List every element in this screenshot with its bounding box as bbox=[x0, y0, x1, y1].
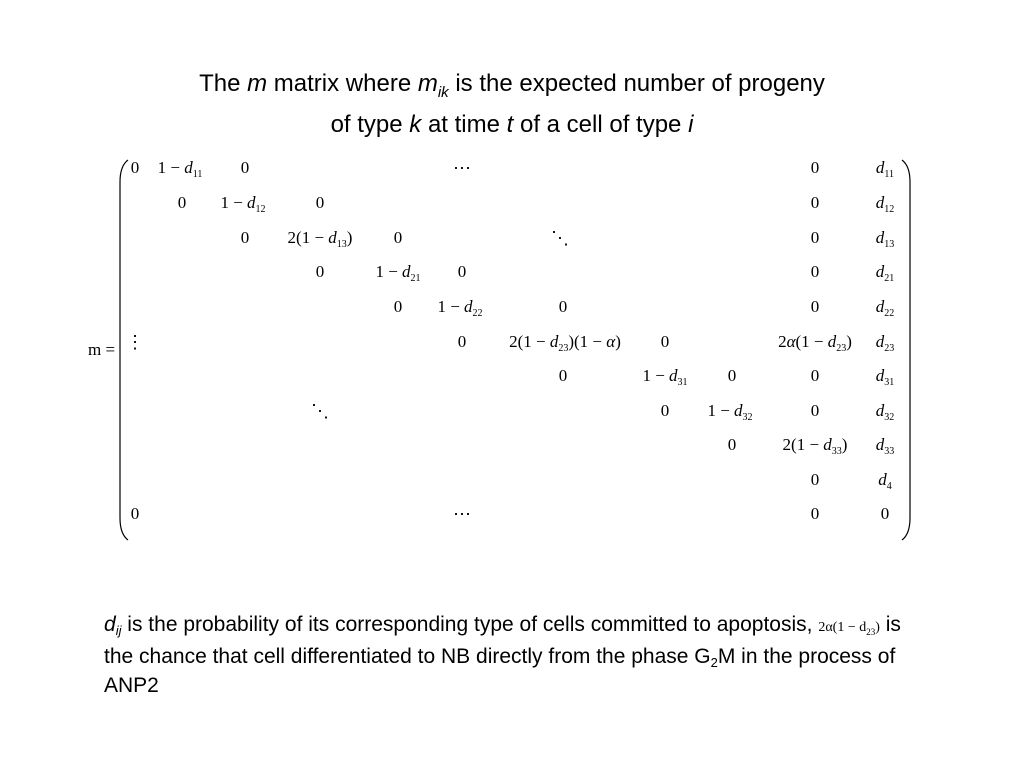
matrix-entry: 0 bbox=[727, 435, 737, 454]
matrix-entry: $1 - d_{31}$ bbox=[642, 366, 688, 388]
matrix-entry: 0 bbox=[315, 193, 325, 212]
right-bracket bbox=[898, 158, 918, 542]
matrix-entry: 0 bbox=[810, 228, 820, 247]
matrix-entry: $d_{32}$ bbox=[875, 401, 895, 423]
matrix-entry: 0 bbox=[177, 193, 187, 212]
matrix-entry: 0 bbox=[660, 332, 670, 351]
matrix-entry: $d_{23}$ bbox=[875, 332, 895, 354]
matrix-entry: $2(1 - d_{23})(1 - \alpha)$ bbox=[509, 332, 621, 354]
matrix-entry: 0 bbox=[393, 228, 403, 247]
matrix-entry: 0 bbox=[810, 470, 820, 489]
description: $d_{ij}$ is the probability of its corresponding type of cells committed to apoptosis, $2\alpha(1 - d_{23})$ is the chance that cell differentiated to NB directly from the phase $G_2M$ in the process of ANP2 bbox=[104, 613, 901, 697]
matrix-entry: 0 bbox=[240, 228, 250, 247]
matrix-entry: $2\alpha(1 - d_{23})$ bbox=[778, 332, 852, 354]
matrix-entry: 0 bbox=[240, 158, 250, 177]
matrix-entry: $d_{11}$ bbox=[875, 158, 895, 180]
matrix-entry: 0 bbox=[660, 401, 670, 420]
matrix-entry: $1 - d_{11}$ bbox=[157, 158, 203, 180]
matrix-entry: 0 bbox=[393, 297, 403, 316]
matrix-entry: 0 bbox=[558, 366, 568, 385]
matrix-entry: ⋮ bbox=[126, 332, 144, 352]
matrix-entry: $d_{13}$ bbox=[875, 228, 895, 250]
matrix-entry: 0 bbox=[130, 158, 140, 177]
matrix-entry: $1 - d_{12}$ bbox=[220, 193, 266, 215]
matrix-entry: 0 bbox=[880, 504, 890, 523]
matrix-entry: $d_{31}$ bbox=[875, 366, 895, 388]
matrix-entry: ⋱ bbox=[311, 401, 329, 421]
matrix-entry: $d_{12}$ bbox=[875, 193, 895, 215]
matrix-entry: 0 bbox=[810, 504, 820, 523]
matrix-entry: $1 - d_{21}$ bbox=[375, 262, 421, 284]
matrix-entry: 0 bbox=[810, 366, 820, 385]
matrix-entry: ⋱ bbox=[551, 228, 569, 248]
matrix-entry: $2(1 - d_{13})$ bbox=[287, 228, 353, 250]
matrix-entry: 0 bbox=[810, 193, 820, 212]
matrix-entry: $d_4$ bbox=[878, 470, 892, 492]
matrix-label: m = bbox=[88, 340, 116, 359]
matrix-entry: $d_{21}$ bbox=[875, 262, 895, 284]
matrix-entry: 0 bbox=[457, 332, 467, 351]
matrix-entry: 0 bbox=[315, 262, 325, 281]
matrix-entry: 0 bbox=[727, 366, 737, 385]
title-line-1: The m matrix where $m_{ik}$ is the expected number of progeny bbox=[199, 70, 825, 101]
matrix-entry: 0 bbox=[810, 262, 820, 281]
matrix-entry: $2(1 - d_{33})$ bbox=[782, 435, 848, 457]
matrix-entry: $d_{22}$ bbox=[875, 297, 895, 319]
matrix-entry: $1 - d_{22}$ bbox=[437, 297, 483, 319]
matrix-entry: ⋯ bbox=[453, 504, 471, 524]
matrix-entry: 0 bbox=[810, 401, 820, 420]
matrix-entry: 0 bbox=[810, 297, 820, 316]
matrix-entry: $d_{33}$ bbox=[875, 435, 895, 457]
matrix-entry: $1 - d_{32}$ bbox=[707, 401, 753, 423]
matrix-entry: 0 bbox=[558, 297, 568, 316]
inline-formula: $2\alpha(1 - d_{23})$ bbox=[818, 620, 880, 637]
title-line-2: of type k at time t of a cell of type i bbox=[330, 110, 694, 138]
matrix-entry: 0 bbox=[457, 262, 467, 281]
matrix-entry: 0 bbox=[130, 504, 140, 523]
matrix-entry: 0 bbox=[810, 158, 820, 177]
matrix-entry: ⋯ bbox=[453, 158, 471, 178]
